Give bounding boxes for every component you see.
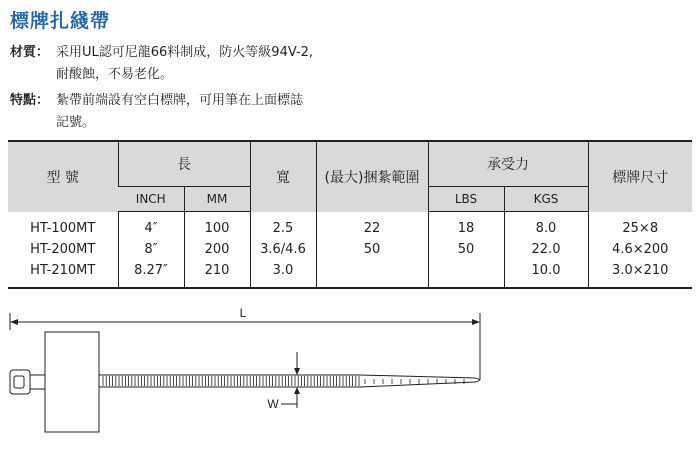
cell-tag: 4.6×200: [588, 239, 692, 260]
header-strength: 承受力: [428, 141, 588, 187]
cell-mm: 210: [184, 260, 250, 288]
length-label: L: [239, 306, 247, 320]
cell-model: HT-210MT: [30, 263, 96, 278]
header-length-mm: MM: [184, 187, 250, 212]
page-title: 標牌扎綫帶: [10, 10, 111, 32]
table-row: [8, 239, 692, 260]
cell-mm: 100: [184, 212, 250, 240]
cell-bundle: 50: [316, 239, 428, 260]
cell-width: 3.6/4.6: [250, 239, 316, 260]
cell-width: 2.5: [250, 212, 316, 240]
spec-feature: [10, 90, 303, 134]
cell-lbs: [428, 260, 504, 288]
spec-feature-label: 特點：: [10, 93, 50, 108]
table-row: [8, 260, 692, 288]
cell-inch: 8″: [118, 239, 184, 260]
header-bundle-range: (最大)捆紮範圍: [316, 141, 428, 212]
cell-lbs: 18: [428, 212, 504, 240]
tag-plate: [45, 332, 99, 432]
spec-material: [10, 42, 313, 86]
spec-material-label: 材質：: [10, 45, 50, 60]
header-tag-size: 標牌尺寸: [588, 141, 692, 212]
spec-table: [8, 140, 692, 289]
header-length-inch: INCH: [118, 187, 184, 212]
spec-material-line-2: 耐酸蝕，不易老化。: [56, 67, 174, 82]
header-width: 寬: [250, 141, 316, 212]
cell-mm: 200: [184, 239, 250, 260]
table-row: [8, 212, 692, 240]
width-label: W: [267, 397, 279, 411]
cell-model: HT-100MT: [30, 220, 96, 236]
spec-feature-line-2: 記號。: [56, 115, 96, 130]
spec-material-line-1: 采用UL認可尼龍66料制成，防火等級94V-2,: [56, 45, 314, 60]
cell-bundle: 22: [316, 212, 428, 240]
cell-inch: 4″: [118, 212, 184, 240]
tie-strap: [99, 375, 480, 387]
cell-inch: 8.27″: [118, 260, 184, 288]
cell-model: HT-200MT: [30, 242, 96, 257]
header-length: 長: [118, 141, 250, 187]
cell-kgs: 8.0: [504, 212, 588, 240]
cell-tag: 3.0×210: [588, 260, 692, 288]
tie-head: [10, 370, 30, 394]
cable-tie-diagram: [0, 300, 700, 467]
cell-bundle: [316, 260, 428, 288]
spec-feature-line-1: 紮帶前端設有空白標牌，可用筆在上面標誌: [56, 93, 304, 108]
header-model: 型 號: [8, 141, 118, 212]
cell-tag: 25×8: [588, 212, 692, 240]
cell-kgs: 22.0: [504, 239, 588, 260]
cell-width: 3.0: [250, 260, 316, 288]
header-strength-lbs: LBS: [428, 187, 504, 212]
header-strength-kgs: KGS: [504, 187, 588, 212]
cell-kgs: 10.0: [504, 260, 588, 288]
cell-lbs: 50: [428, 239, 504, 260]
